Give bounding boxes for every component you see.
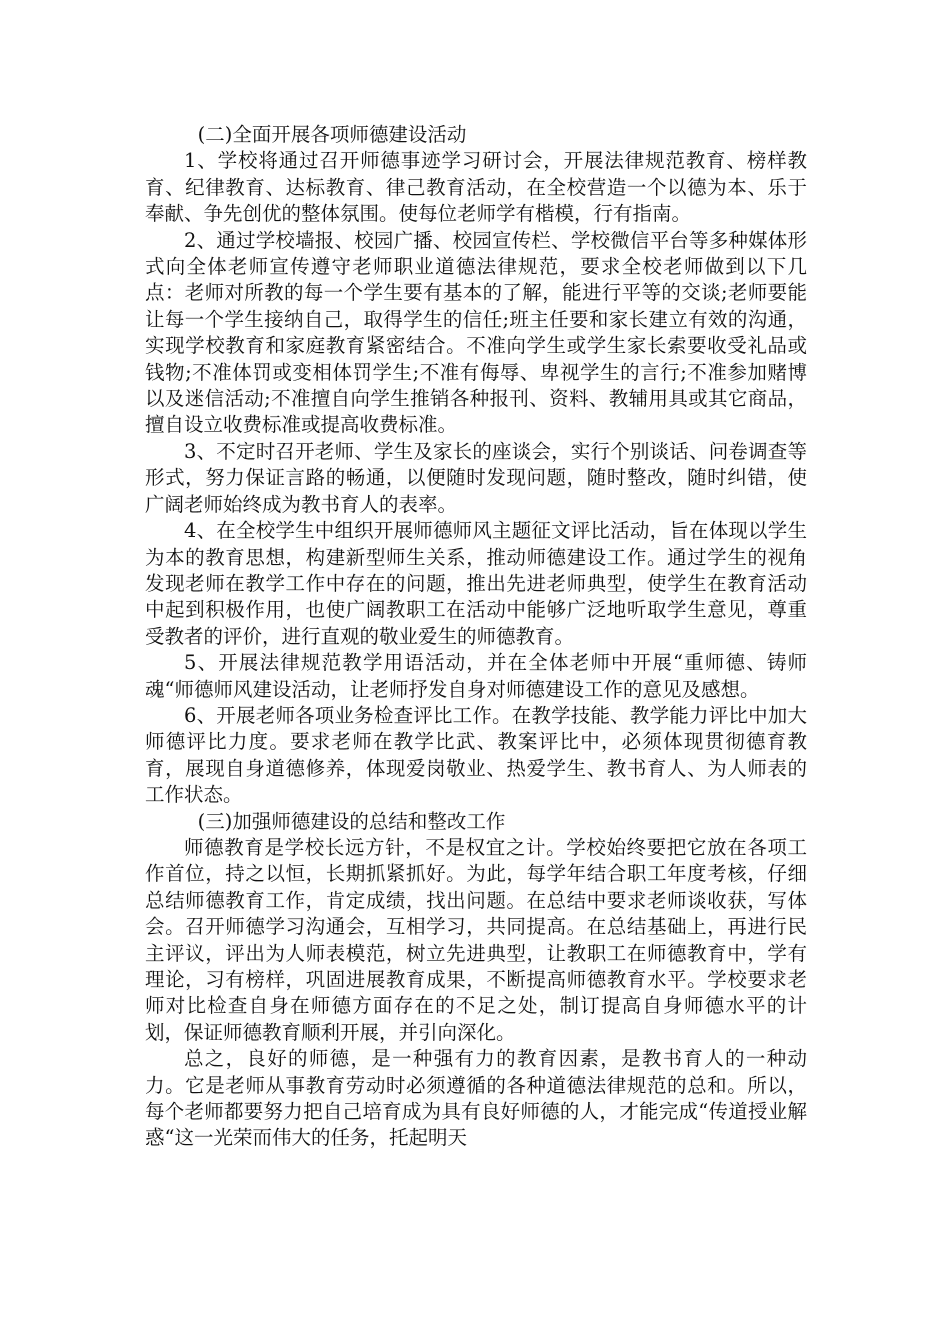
section-heading-3: (三)加强师德建设的总结和整改工作 <box>197 809 506 833</box>
document-body <box>145 122 807 1152</box>
paragraph-item-3: 3、不定时召开老师、学生及家长的座谈会，实行个别谈话、问卷调查等形式，努力保证言路的畅通，以便随时发现问题，随时整改，随时纠错，使广阔老师始终成为教书育人的表率。 <box>145 439 807 516</box>
paragraph-item-2: 2、通过学校墙报、校园广播、校园宣传栏、学校微信平台等多种媒体形式向全体老师宣传遵守老师职业道德法律规范，要求全校老师做到以下几点：老师对所教的每一个学生要有基本的了解，能进行平等的交谈;老师要能让每一个学生接纳自己，取得学生的信任;班主任要和家长建立有效的沟通，实现学校教育和家庭教育紧密结合。不准向学生或学生家长索要收受礼品或钱物;不准体罚或变相体罚学生;不准有侮辱、卑视学生的言行;不准参加赌博以及迷信活动;不准擅自向学生推销各种报刊、资料、教辅用具或其它商品，擅自设立收费标准或提高收费标准。 <box>145 228 807 437</box>
paragraph-item-5: 5、开展法律规范教学用语活动，并在全体老师中开展“重师德、铸师魂“师德师风建设活动，让老师抒发自身对师德建设工作的意见及感想。 <box>145 651 807 701</box>
paragraph-item-4: 4、在全校学生中组织开展师德师风主题征文评比活动，旨在体现以学生为本的教育思想，构建新型师生关系，推动师德建设工作。通过学生的视角发现老师在教学工作中存在的问题，推出先进老师典型，使学生在教育活动中起到积极作用，也使广阔教职工在活动中能够广泛地听取学生意见，尊重受教者的评价，进行直观的敬业爱生的师德教育。 <box>145 519 807 648</box>
paragraph-conclusion: 总之，良好的师德，是一种强有力的教育因素，是教书育人的一种动力。它是老师从事教育劳动时必须遵循的各种道德法律规范的总和。所以，每个老师都要努力把自己培育成为具有良好师德的人，才能完成“传道授业解惑“这一光荣而伟大的任务，托起明天 <box>145 1047 807 1150</box>
paragraph-item-6: 6、开展老师各项业务检查评比工作。在教学技能、教学能力评比中加大师德评比力度。要求老师在教学比武、教案评比中，必须体现贯彻德育教育，展现自身道德修养，体现爱岗敬业、热爱学生、教书育人、为人师表的工作状态。 <box>145 703 807 807</box>
paragraph-summary-review: 师德教育是学校长远方针，不是权宜之计。学校始终要把它放在各项工作首位，持之以恒，长期抓紧抓好。为此，每学年结合职工年度考核，仔细总结师德教育工作，肯定成绩，找出问题。在总结中要求老师谈收获，写体会。召开师德学习沟通会，互相学习，共同提高。在总结基础上，再进行民主评议，评出为人师表模范，树立先进典型，让教职工在师德教育中，学有理论，习有榜样，巩固进展教育成果，不断提高师德教育水平。学校要求老师对比检查自身在师德方面存在的不足之处，制订提高自身师德水平的计划，保证师德教育顺利开展，并引向深化。 <box>145 835 807 1044</box>
paragraph-item-1: 1、学校将通过召开师德事迹学习研讨会，开展法律规范教育、榜样教育、纪律教育、达标教育、律己教育活动，在全校营造一个以德为本、乐于奉献、争先创优的整体氛围。使每位老师学有楷模，行有指南。 <box>145 149 807 226</box>
section-heading-2: (二)全面开展各项师德建设活动 <box>197 123 467 146</box>
